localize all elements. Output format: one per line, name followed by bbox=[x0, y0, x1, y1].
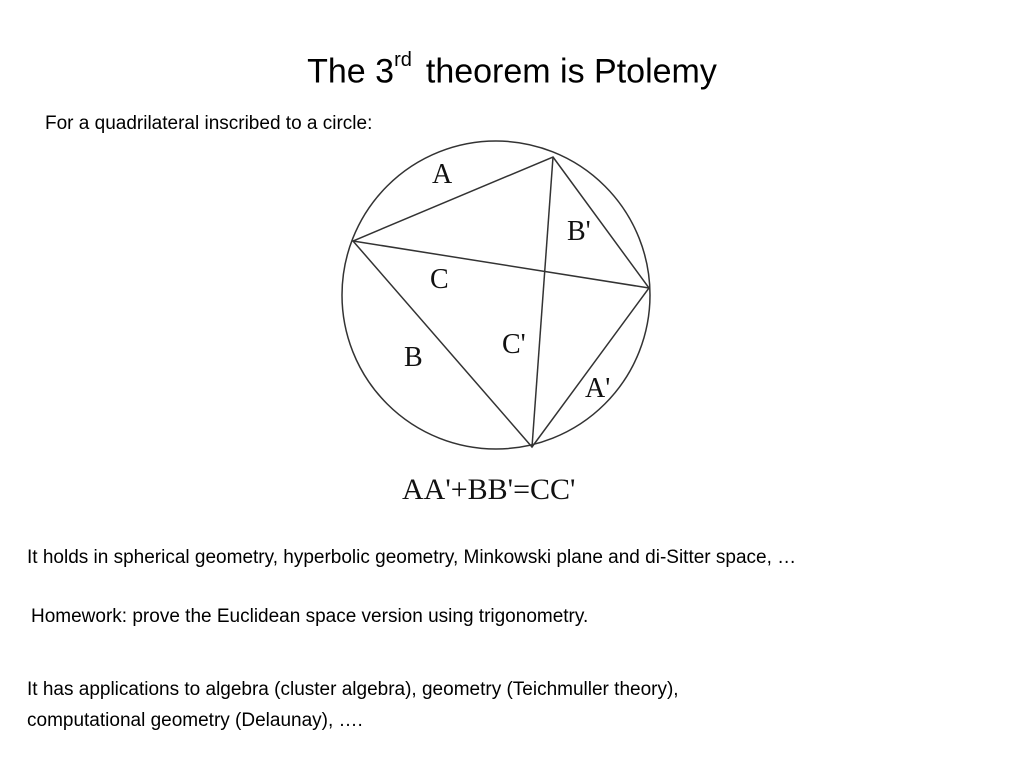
homework-text: Homework: prove the Euclidean space version using trigonometry. bbox=[31, 606, 589, 627]
label-a: A bbox=[432, 159, 453, 190]
applications-line-2: computational geometry (Delaunay), …. bbox=[27, 710, 363, 731]
title-superscript: rd bbox=[394, 49, 412, 71]
title-suffix: theorem is Ptolemy bbox=[425, 52, 717, 91]
applications-line-1: It has applications to algebra (cluster algebra), geometry (Teichmuller theory), bbox=[27, 679, 679, 700]
label-c-prime: C' bbox=[502, 329, 526, 360]
label-b-prime: B' bbox=[567, 216, 591, 247]
diagonal-1 bbox=[532, 157, 553, 447]
intro-text: For a quadrilateral inscribed to a circle: bbox=[45, 113, 373, 134]
label-c: C bbox=[430, 264, 449, 295]
diagonal-2 bbox=[353, 241, 649, 288]
ptolemy-equation: AA'+BB'=CC' bbox=[402, 473, 576, 506]
label-b: B bbox=[404, 342, 423, 373]
holds-text: It holds in spherical geometry, hyperbolic geometry, Minkowski plane and di-Sitter space, … bbox=[27, 547, 797, 568]
title-prefix: The 3 bbox=[307, 52, 395, 91]
label-a-prime: A' bbox=[585, 373, 611, 404]
applications-text bbox=[27, 674, 679, 736]
